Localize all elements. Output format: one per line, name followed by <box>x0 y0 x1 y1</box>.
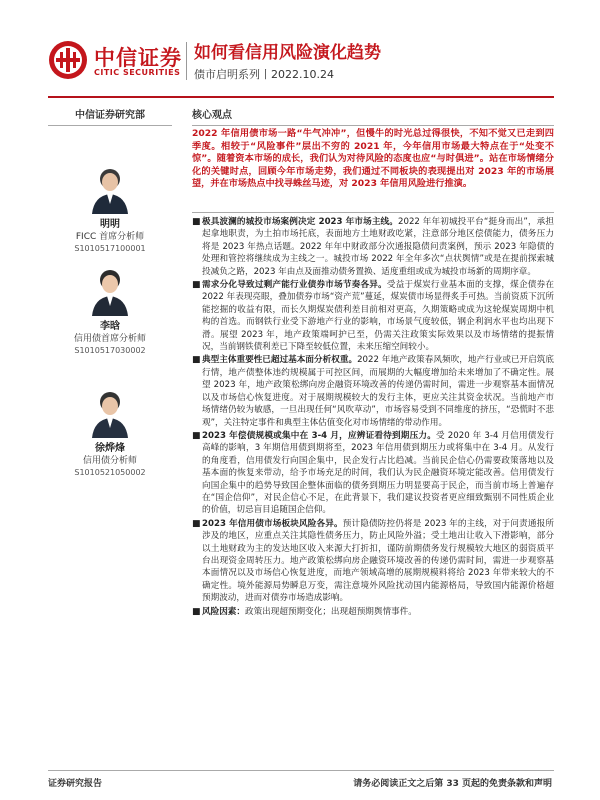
analyst-role: FICC 首席分析师 <box>75 232 145 242</box>
analyst-name: 明明 <box>100 219 120 230</box>
key-point <box>192 430 554 517</box>
key-point <box>192 518 554 605</box>
bullet-icon: ■ <box>192 518 201 529</box>
analyst-role: 信用债分析师 <box>82 456 137 466</box>
key-point-body: 受益于煤炭行业基本面的支撑，煤企债券在 2022 年表现亮眼，叠加债券市场“资产荒”蔓延，煤炭债市场显得炙手可热。当前资质下沉所能挖掘的收益有限，而长久期煤炭债利差目前相对更高，久期策略或成为这轮煤炭周期中机构的首选。而钢铁行业受下游地产行业的影响，市场景气度较低，钢企利润水平也均出现下滑。展望 2023 年，地产政策端呵护已至，仍需关注政策实际效果以及市场情绪的提振情况，当前钢铁债利差已下降至较低位置，未来压缩空间较小。 <box>202 280 554 353</box>
key-point-body: 2022 年年初城投平台“挺身而出”，承担起拿地职责，为土拍市场托底，表面地方土地财政吃紧，注意部分地区偿债能力，债务压力将是 2023 年热点话题。2022 年年中财政部分次通报隐债问责案例，预示 2023 年隐债的处理和管控将继续成为主线之一。城投市场 2022 年全年多次“点状舆情”或是在提前探索城投减负之路，2023 年由点及面推动债务置换、适度重组或成为城投市场新的周期序章。 <box>202 217 554 277</box>
brand-name-cn: 中信证券 <box>94 46 182 70</box>
key-point-lead: 风险因素： <box>202 606 245 617</box>
bullet-icon: ■ <box>192 217 201 227</box>
key-point-lead: 2023 年信用债市场板块风险各异。 <box>202 518 343 529</box>
key-point-lead: 需求分化导致过剩产能行业债券市场节奏各异。 <box>202 280 387 291</box>
key-point <box>192 606 554 618</box>
analyst-avatar-icon <box>89 162 131 214</box>
key-point-body: 2022 年地产政策春风频吹，地产行业或已开启筑底行情，地产债整体违约规模属于可控区间，而展期的大幅度增加给未来增加了不确定性。展望 2023 年，地产政策松绑向房企融资环境改善的传递仍需时间，需进一步观察基本面情况以及市场信心恢复进度。对于展期规模较大的发行主体，更应关注其资金状况。当前地产市场情绪仍较为敏感，一旦出现任何“风吹草动”，市场容易受到不同维度的挤压，“恐慌时不悲观”，关注特定事件和典型主体估值变化对市场情绪的带动作用。 <box>202 355 554 428</box>
key-points-list <box>192 216 554 619</box>
citic-logo-icon <box>48 40 88 80</box>
footer-disclaimer-note: 请务必阅读正文之后第 33 页起的免责条款和声明 <box>353 779 552 789</box>
header-divider <box>186 42 187 80</box>
header-rule <box>48 96 554 98</box>
key-point-lead: 典型主体重要性已超过基本面分析权重。 <box>202 355 358 366</box>
key-point <box>192 354 554 428</box>
analyst-name: 李晗 <box>100 321 120 332</box>
analyst-card <box>48 386 172 478</box>
analyst-card <box>48 162 172 254</box>
report-subtitle: 债市启明系列丨2022.10.24 <box>194 68 334 81</box>
key-point-lead: 2023 年偿债规模或集中在 3-4 月，应辨证看待到期压力。 <box>202 430 437 441</box>
analyst-license-id: S1010517100001 <box>74 244 146 253</box>
analyst-name: 徐烨烽 <box>95 443 125 454</box>
key-point-lead: 极具波澜的城投市场案例决定 2023 年市场主线。 <box>202 217 399 227</box>
analyst-license-id: S1010517030002 <box>74 346 146 355</box>
analyst-license-id: S1010521050002 <box>74 468 146 477</box>
bullet-icon: ■ <box>192 606 201 617</box>
left-column <box>48 100 172 126</box>
key-point-body: 预计隐债防控仍将是 2023 年的主线，对于问责通报所涉及的地区，应重点关注其隐性债务压力，防止风险外溢；受土地出让收入下滑影响，部分以土地财政为主的发达地区收入来源大打折扣，谨防前期债务发行规模较大地区的弱资质平台出现资金周转压力。地产政策松绑向房企融资环境改善的传递仍需时间，需进一步观察基本面情况以及市场信心恢复进度，而地产领域高增的展期规模料将给 2023 年带来较大的不确定性。境外能源局势瞬息万变，需注意境外风险扰动国内能源格局，导致国内能源价格超预期波动，进而对债券市场造成影响。 <box>202 518 554 604</box>
summary-paragraph: 2022 年信用债市场一路“牛气冲冲”，但慢牛的时光总过得很快，不知不觉又已走到四季度。相较于“风险事件”层出不穷的 2021 年，今年信用市场最大特点在于“处变不惊”。随着资本市场的成长，我们认为对待风险的态度也应“与时俱进”。站在市场情绪分化的关键时点，回顾今年市场走势，我们通过不同板块的表现提出对 2023 年的市场展望，并在市场热点中找寻蛛丝马迹，对 2023 年信用风险进行推演。 <box>192 128 554 190</box>
brand-name-en: CITIC SECURITIES <box>94 68 181 77</box>
key-point <box>192 216 554 278</box>
key-point-body: 受 2020 年 3-4 月信用债发行高峰的影响，3 年期信用债到期将至，2023 年信用债到期压力或将集中在 3-4 月。从发行的角度看，信用债发行向国企集中，民企发行占比趋减。当前民企信心仍需要政策落地以及基本面的恢复来带动，给予市场充足的时间，我们认为民企融资环境定能改善。信用债发行向国企集中的趋势导致国企整体面临的债务到期压力明显要高于民企，而当前市场上普遍存在“国企信仰”，对民企信心不足，在此背景下，我们建议投资者更应细致甄别不同性质企业的价值，切忌盲目追随国企信仰。 <box>202 430 554 516</box>
footer-report-type: 证券研究报告 <box>48 779 103 789</box>
bullet-icon: ■ <box>192 430 201 441</box>
analyst-role: 信用债首席分析师 <box>73 334 146 344</box>
analyst-avatar-icon <box>89 264 131 316</box>
key-point-body: 政策出现超预期变化；出现超预期舆情事件。 <box>244 606 417 617</box>
bullet-icon: ■ <box>192 355 201 366</box>
bullet-icon: ■ <box>192 280 201 291</box>
report-header <box>0 0 600 96</box>
analyst-card <box>48 264 172 356</box>
summary-divider <box>192 212 554 213</box>
key-point <box>192 279 554 353</box>
analyst-avatar-icon <box>89 386 131 438</box>
core-view-heading: 核心观点 <box>192 100 554 126</box>
research-dept-heading: 中信证券研究部 <box>48 100 172 126</box>
footer-rule <box>48 770 554 771</box>
report-title: 如何看信用风险演化趋势 <box>194 43 381 63</box>
